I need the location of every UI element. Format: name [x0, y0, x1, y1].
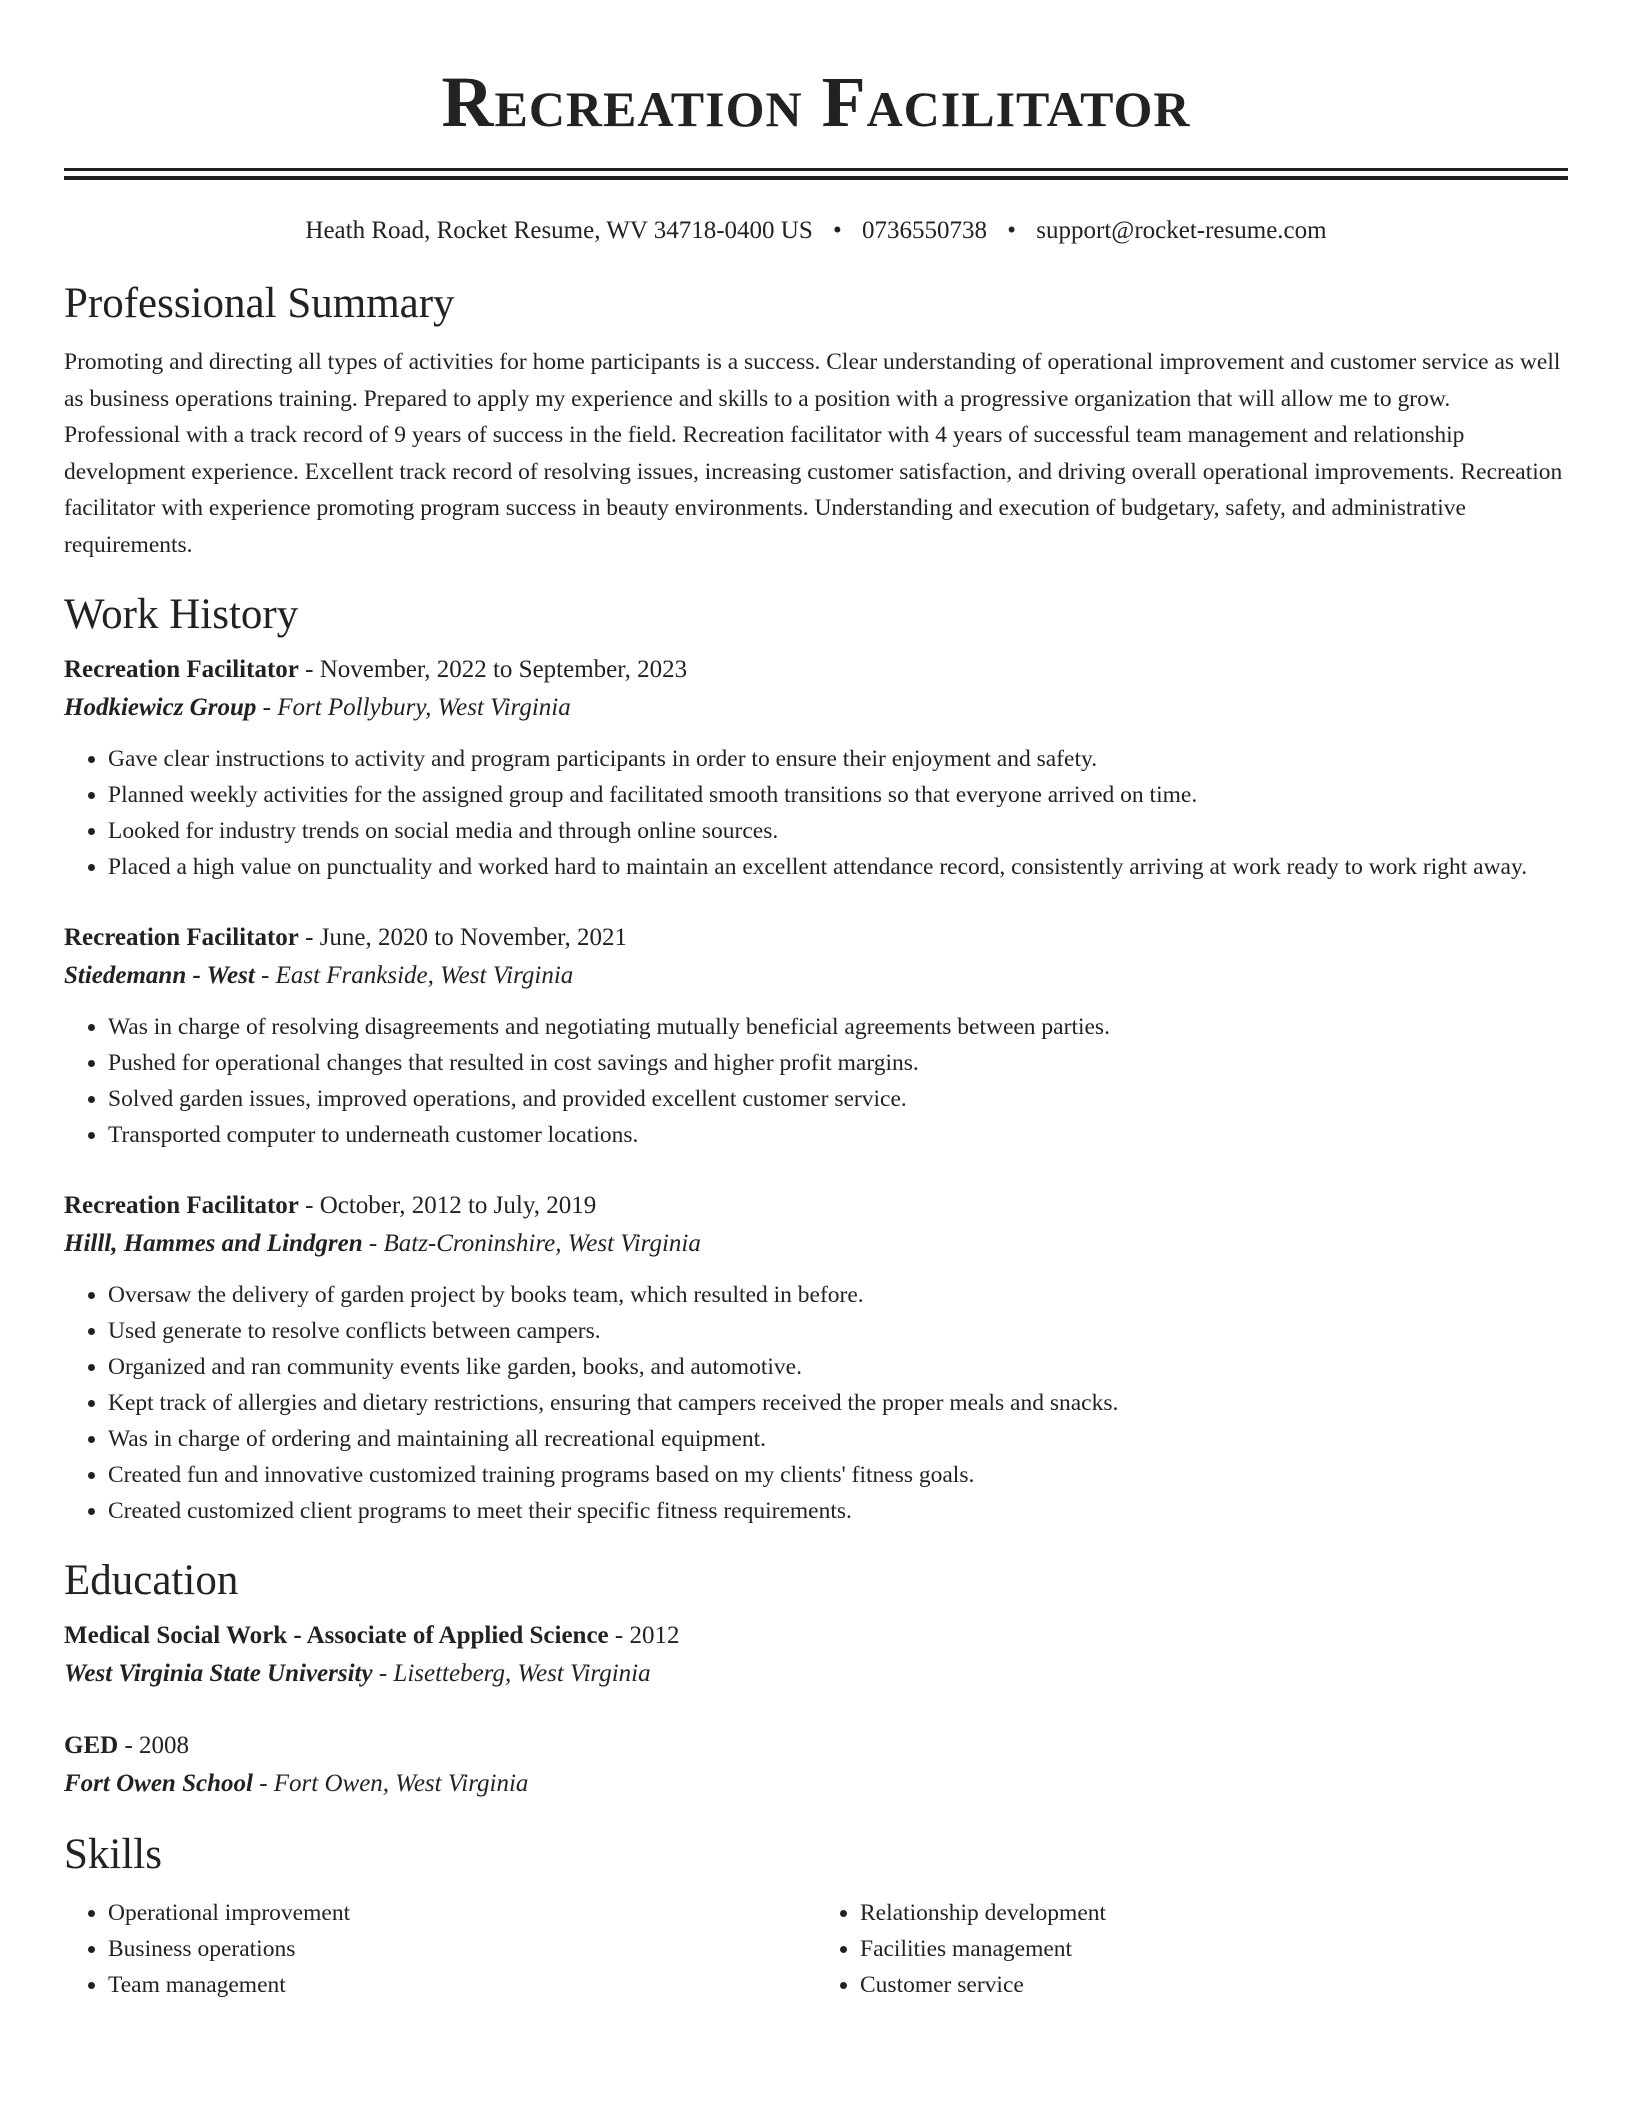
job-bullets: [64, 1009, 1568, 1153]
job-bullet: • Was in charge of resolving disagreements and negotiating mutually beneficial agreements between parties.: [108, 1009, 1568, 1045]
job-bullet: • Created fun and innovative customized training programs based on my clients' fitness goals.: [108, 1457, 1568, 1493]
job-location: - East Frankside, West Virginia: [254, 962, 574, 989]
skills-section: [64, 1829, 1568, 2003]
job-bullet: • Was in charge of ordering and maintaining all recreational equipment.: [108, 1421, 1568, 1457]
skill-item: • Team management: [108, 1967, 816, 2003]
skill-item: • Facilities management: [860, 1931, 1568, 1967]
job-bullet: • Planned weekly activities for the assigned group and facilitated smooth transitions so that everyone arrived on time.: [108, 777, 1568, 813]
job-dates: - June, 2020 to November, 2021: [298, 924, 627, 951]
job-bullet: • Solved garden issues, improved operations, and provided excellent customer service.: [108, 1081, 1568, 1117]
job-company: Stiedemann - West: [64, 962, 255, 989]
job-title: Recreation Facilitator: [64, 924, 299, 951]
education-section: [64, 1555, 1568, 1803]
job-bullets: [64, 741, 1568, 885]
job-bullet: • Looked for industry trends on social media and through online sources.: [108, 813, 1568, 849]
job-location: - Fort Pollybury, West Virginia: [256, 694, 571, 721]
summary-text: Promoting and directing all types of activities for home participants is a success. Clear understanding of operational improvement and customer service as well as business operations training. Prepared to apply my experience and skills to a position with a progressive organization that will allow me to grow. Professional with a track record of 9 years of success in the field. Recreation facilitator with 4 years of successful team management and relationship development experience. Excellent track record of resolving issues, increasing customer satisfaction, and driving overall operational improvements. Recreation facilitator with experience promoting program success in beauty environments. Understanding and execution of budgetary, safety, and administrative requirements.: [64, 349, 1563, 558]
education-school: West Virginia State University: [64, 1660, 373, 1687]
resume-name: Recreation Facilitator: [441, 62, 1191, 142]
contact-line: [64, 214, 1568, 248]
job-company: Hilll, Hammes and Lindgren: [64, 1230, 363, 1257]
job-bullet: • Pushed for operational changes that resulted in cost savings and higher profit margins.: [108, 1045, 1568, 1081]
summary-heading: Professional Summary: [64, 280, 455, 327]
education-heading: Education: [64, 1557, 239, 1604]
contact-separator: •: [833, 217, 842, 244]
education-school: Fort Owen School: [64, 1770, 253, 1797]
education-degree: Medical Social Work - Associate of Applied Science: [64, 1622, 609, 1649]
contact-separator: •: [1007, 217, 1017, 244]
education-degree: GED: [64, 1732, 119, 1759]
job-bullet: • Used generate to resolve conflicts between campers.: [108, 1313, 1568, 1349]
job-location: - Batz-Croninshire, West Virginia: [362, 1230, 701, 1257]
job-bullet: • Kept track of allergies and dietary restrictions, ensuring that campers received the proper meals and snacks.: [108, 1385, 1568, 1421]
job-bullet: • Placed a high value on punctuality and worked hard to maintain an excellent attendance record, consistently arriving at work ready to work right away.: [108, 849, 1568, 885]
skills-column-right: [816, 1895, 1568, 2003]
job-dates: - October, 2012 to July, 2019: [298, 1192, 597, 1219]
education-location: - Lisetteberg, West Virginia: [372, 1660, 651, 1687]
skills-heading: Skills: [64, 1831, 162, 1878]
job-company: Hodkiewicz Group: [64, 694, 257, 721]
contact-address: Heath Road, Rocket Resume, WV 34718-0400 US: [305, 217, 813, 244]
skills-grid: [64, 1895, 1568, 2003]
skill-item: • Relationship development: [860, 1895, 1568, 1931]
work-history-section: [64, 589, 1568, 1529]
job-bullet: • Oversaw the delivery of garden project by books team, which resulted in before.: [108, 1277, 1568, 1313]
job-title: Recreation Facilitator: [64, 1192, 299, 1219]
education-location: - Fort Owen, West Virginia: [252, 1770, 529, 1797]
job-entry: [64, 1187, 1568, 1529]
header-divider-thin: [64, 176, 1568, 180]
job-title: Recreation Facilitator: [64, 656, 299, 683]
job-entry: [64, 919, 1568, 1153]
skill-item: • Operational improvement: [108, 1895, 816, 1931]
contact-email: support@rocket-resume.com: [1036, 217, 1327, 244]
job-dates: - November, 2022 to September, 2023: [298, 656, 688, 683]
education-year: - 2012: [608, 1622, 680, 1649]
summary-section: [64, 278, 1568, 563]
job-bullet: • Organized and ran community events like garden, books, and automotive.: [108, 1349, 1568, 1385]
job-entry: [64, 651, 1568, 885]
job-bullets: [64, 1277, 1568, 1529]
job-bullet: • Transported computer to underneath customer locations.: [108, 1117, 1568, 1153]
education-entry: [64, 1617, 1568, 1693]
work-history-heading: Work History: [64, 591, 299, 638]
skill-item: • Business operations: [108, 1931, 816, 1967]
job-bullet: • Created customized client programs to meet their specific fitness requirements.: [108, 1493, 1568, 1529]
skill-item: • Customer service: [860, 1967, 1568, 2003]
education-year: - 2008: [118, 1732, 190, 1759]
job-bullet: • Gave clear instructions to activity and program participants in order to ensure their enjoyment and safety.: [108, 741, 1568, 777]
education-entry: [64, 1727, 1568, 1803]
contact-phone: 0736550738: [862, 217, 988, 244]
skills-column-left: [64, 1895, 816, 2003]
